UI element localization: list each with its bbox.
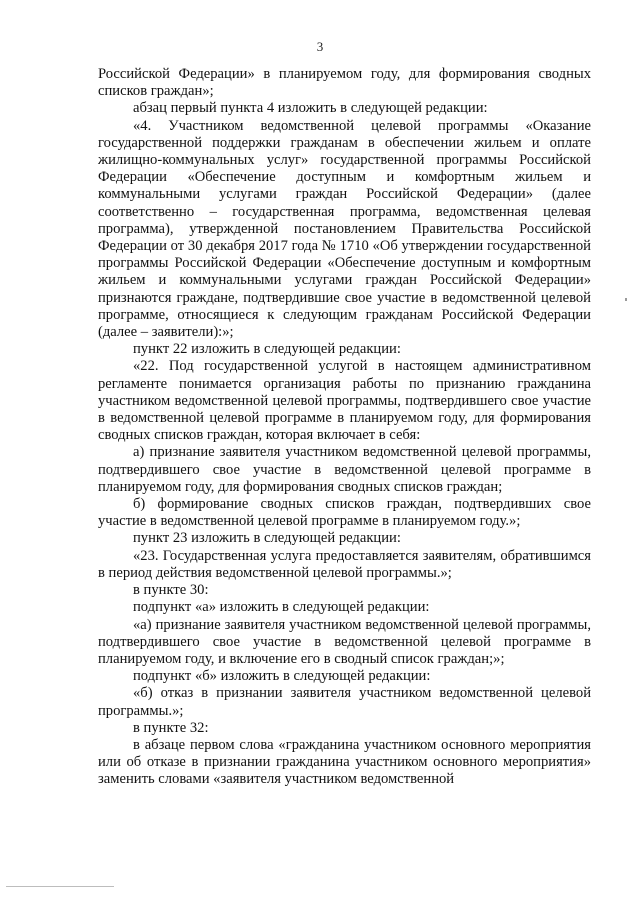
paragraph-item-23-text: «23. Государственная услуга предоставляется заявителям, обратившимся в период действия ведомственной целевой программы.»; xyxy=(98,547,591,581)
paragraph-continuation: Российской Федерации» в планируемом году, для формирования сводных списков граждан»; xyxy=(98,66,591,100)
paragraph-subitem-b-instruction: подпункт «б» изложить в следующей редакции: xyxy=(133,668,431,685)
paragraph-item-22-b: б) формирование сводных списков граждан, подтвердивших свое участие в ведомственной целевой программе в планируемом году.»; xyxy=(98,496,591,530)
paragraph-item-32-text: в абзаце первом слова «гражданина участником основного мероприятия или об отказе в признании гражданина участником основного мероприятия» заменить словами «заявителя участником ведомственной xyxy=(98,736,591,788)
paragraph-instruction-item-4: абзац первый пункта 4 изложить в следующей редакции: xyxy=(133,100,488,117)
paragraph-item-22-text: «22. Под государственной услугой в настоящем административном регламенте понимается организация работы по признанию гражданина участником ведомственной целевой программы, подтвердившего свое участие в ведомственной целевой программе в планируемом году, для формирования сводных списков граждан, которая включает в себя: xyxy=(98,358,591,444)
paragraph-subitem-b-text: «б) отказ в признании заявителя участником ведомственной целевой программы.»; xyxy=(98,685,591,719)
paragraph-item-30-heading: в пункте 30: xyxy=(133,582,209,599)
paragraph-item-22-a: а) признание заявителя участником ведомственной целевой программы, подтвердившего свое участие в ведомственной целевой программе в планируемом году, для формирования сводных списков граждан; xyxy=(98,444,591,495)
paragraph-item-4-text: «4. Участником ведомственной целевой программы «Оказание государственной поддержки гражданам в обеспечении жильем и оплате жилищно-коммунальных услуг» государственной программы Российской Федерации «Обеспечение доступным и комфортным жильем и коммунальными услугами граждан Российской Федерации» (далее соответственно – государственная программа, ведомственная целевая программа), утвержденной постановлением Правительства Российской Федерации от 30 декабря 2017 года № 1710 «Об утверждении государственной программы Российской Федерации «Обеспечение доступным и комфортным жильем и коммунальными услугами граждан Российской Федерации» признаются граждане, подтвердившие свое участие в ведомственной целевой программе, относящиеся к следующим гражданам Российской Федерации (далее – заявители):»; xyxy=(98,117,591,341)
paragraph-subitem-a-text: «а) признание заявителя участником ведомственной целевой программы, подтвердившего свое участие в ведомственной целевой программе в планируемом году, и включение его в сводный список граждан;»; xyxy=(98,616,591,667)
page-number: 3 xyxy=(316,39,324,54)
scan-artifact-dot xyxy=(625,298,627,301)
scan-artifact-line xyxy=(6,886,114,887)
document-body xyxy=(98,66,591,789)
paragraph-subitem-a-instruction: подпункт «а» изложить в следующей редакции: xyxy=(133,599,430,616)
paragraph-instruction-item-22: пункт 22 изложить в следующей редакции: xyxy=(133,341,401,358)
paragraph-instruction-item-23: пункт 23 изложить в следующей редакции: xyxy=(133,530,401,547)
paragraph-item-32-heading: в пункте 32: xyxy=(133,719,209,736)
